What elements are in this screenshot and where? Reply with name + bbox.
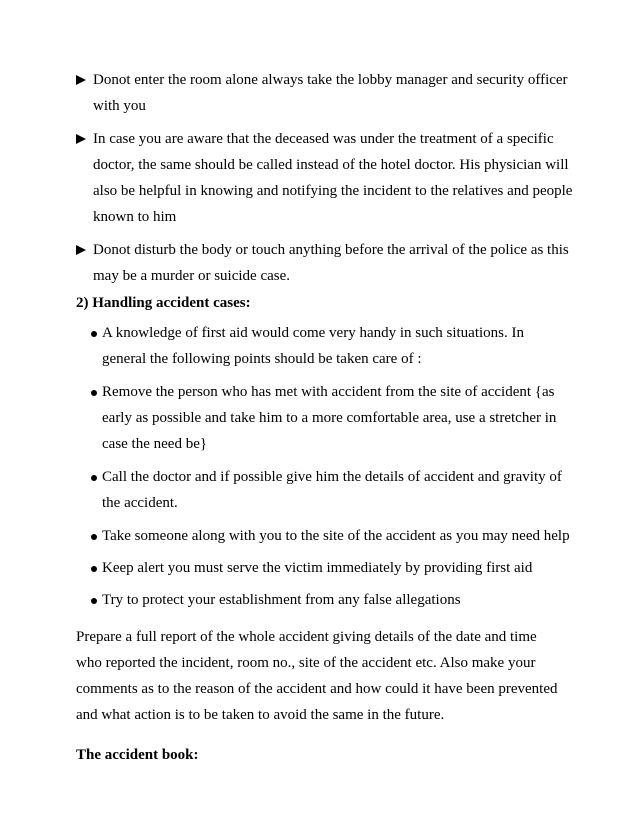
list-item [91,320,571,372]
list-item [91,523,571,549]
list-item-text: In case you are aware that the deceased was under the treatment of a specific doctor, the same should be called instead of the hotel doctor. His physician will also be helpful in knowing and notifying the incident to the relatives and people known to him [93,131,573,225]
list-item [91,587,571,613]
arrow-bullet-icon [76,134,86,144]
list-item-text: Donot enter the room alone always take the lobby manager and security officer with you [93,72,568,114]
bullet-icon [91,598,97,604]
accident-points-list [91,320,571,619]
list-item-text: Take someone along with you to the site of the accident as you may need help [102,528,570,544]
arrow-bullet-icon [76,75,86,85]
bullet-icon [91,534,97,540]
list-item [76,237,576,289]
section-heading: 2) Handling accident cases: [76,295,251,311]
list-item-text: Keep alert you must serve the victim immediately by providing first aid [102,560,533,576]
bullet-icon [91,475,97,481]
precautions-list [76,67,576,296]
arrow-bullet-icon [76,245,86,255]
list-item-text: A knowledge of first aid would come very handy in such situations. In general the following points should be taken care of : [102,325,525,367]
list-item-text: Try to protect your establishment from any false allegations [102,592,461,608]
list-item-text: Donot disturb the body or touch anything before the arrival of the police as this may be a murder or suicide case. [93,242,569,284]
bullet-icon [91,331,97,337]
list-item [91,555,571,581]
list-item [91,464,571,516]
bullet-icon [91,566,97,572]
list-item [91,379,571,457]
bullet-icon [91,390,97,396]
list-item [76,126,576,230]
list-item [76,67,576,119]
accident-book-heading: The accident book: [76,747,199,763]
list-item-text: Remove the person who has met with accident from the site of accident {as early as possible and take him to a more comfortable area, use a stretcher in case the need be} [102,384,557,452]
list-item-text: Call the doctor and if possible give him the details of accident and gravity of the accident. [102,469,562,511]
report-paragraph: Prepare a full report of the whole accident giving details of the date and time who reported the incident, room no., site of the accident etc. Also make your comments as to the reason of the accident and how could it have been prevented and what action is to be taken to avoid the same in the future. [76,629,558,723]
